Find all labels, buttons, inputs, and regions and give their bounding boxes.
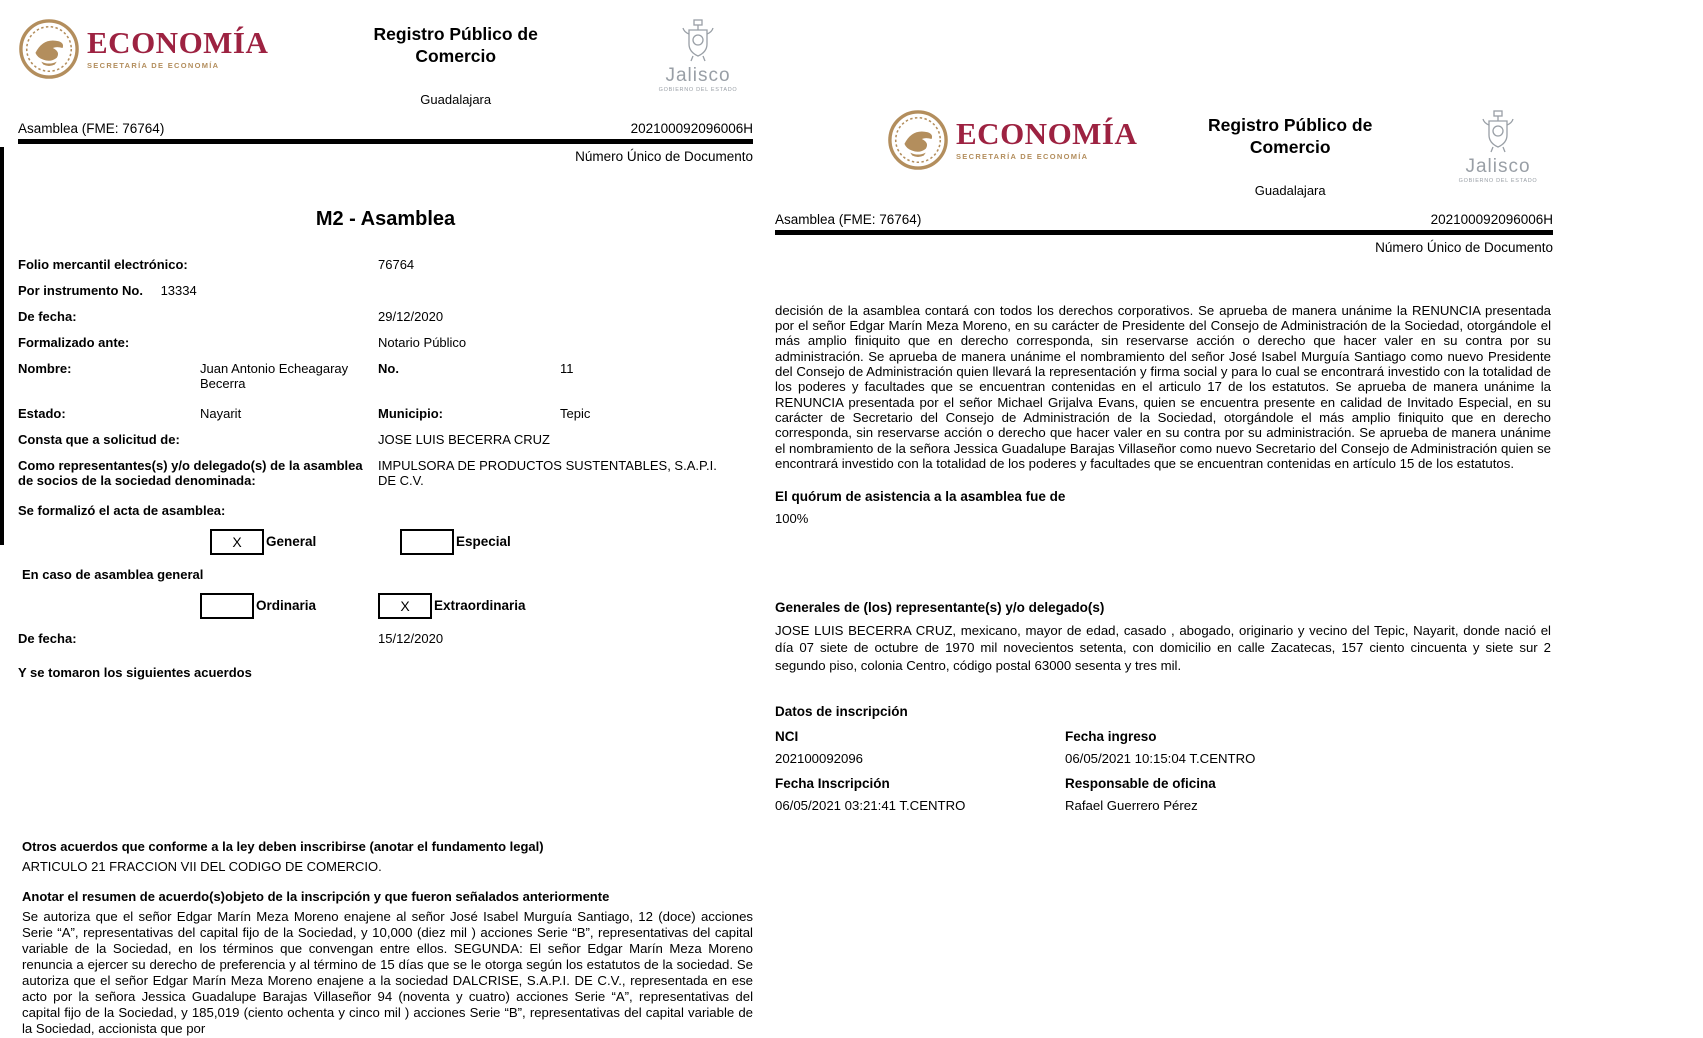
page-header [775, 95, 1553, 198]
quorum-value: 100% [775, 511, 809, 527]
section-heading: Anotar el resumen de acuerdo(s)objeto de la inscripción y que fueron señalados anteriormente [22, 888, 610, 904]
registry-title-line1: Registro Público de [1208, 115, 1373, 135]
office-city: Guadalajara [420, 91, 492, 107]
field-estado-municipio [18, 406, 753, 422]
checkbox-group-ordinaria [200, 593, 316, 619]
generales-paragraph: JOSE LUIS BECERRA CRUZ, mexicano, mayor de edad, casado , abogado, originario y vecino del Tepic, Nayarit, donde nació el día 07 siete de octubre de 1970 mil novecientos setenta, con domicilio en calle Zacatecas, 157 ciento cincuenta y siete sur 2 segundo piso, colonia Centro, código postal 63000 sesenta y tres mil. [775, 623, 1551, 673]
office-city: Guadalajara [1254, 182, 1326, 198]
quorum-heading: El quórum de asistencia a la asamblea fue de [775, 489, 1066, 505]
checkbox-especial-label: Especial [456, 534, 511, 550]
document-type: Asamblea (FME: 76764) [18, 120, 165, 136]
section-otros-acuerdos [22, 839, 753, 855]
document-type-row [775, 212, 1553, 235]
field-value-no: 11 [560, 360, 574, 376]
field-label: Se formalizó el acta de asamblea: [18, 502, 226, 518]
checkbox-group-especial [400, 529, 511, 555]
jalisco-coat-of-arms-icon [1443, 109, 1553, 155]
checkbox-group-extraordinaria [378, 593, 526, 619]
field-acuerdos-heading [18, 665, 753, 681]
field-label: Folio mercantil electrónico: [18, 256, 188, 272]
otros-acuerdos-value [22, 859, 753, 875]
economia-wordmark: ECONOMÍA [956, 115, 1138, 151]
jalisco-coat-of-arms-icon [643, 18, 753, 64]
responsable-cell [1065, 776, 1475, 813]
registry-title [1137, 115, 1443, 159]
legal-basis-text: ARTICULO 21 FRACCION VII DEL CODIGO DE COMERCIO. [22, 858, 382, 874]
checkbox-general-mark: X [232, 533, 242, 550]
field-value: Notario Público [378, 334, 467, 350]
checkbox-ordinaria-label: Ordinaria [256, 598, 317, 614]
document-unique-number: 202100092096006H [630, 120, 753, 136]
field-label: De fecha: [18, 630, 77, 646]
mexico-eagle-seal-icon [887, 109, 949, 171]
page-left [0, 0, 753, 1037]
field-value: 15/12/2020 [378, 630, 444, 646]
datos-inscripcion-heading: Datos de inscripción [775, 703, 908, 719]
mexico-eagle-seal-icon [18, 18, 80, 80]
document-type: Asamblea (FME: 76764) [775, 211, 922, 227]
field-fecha-asamblea [18, 631, 753, 647]
field-value: JOSE LUIS BECERRA CRUZ [378, 431, 550, 447]
field-label: En caso de asamblea general [22, 566, 204, 582]
nci-value: 202100092096 [775, 750, 864, 766]
checkbox-row-ordinaria-extraordinaria [18, 593, 753, 619]
field-folio-mercantil [18, 257, 753, 273]
page-header [18, 0, 753, 107]
registry-title [268, 24, 643, 68]
field-label-no: No. [378, 360, 399, 376]
field-value: Juan Antonio Echeagaray Becerra [200, 360, 349, 391]
document-type-row [18, 121, 753, 144]
fecha-ingreso-cell [1065, 729, 1475, 766]
registry-title-block [1137, 109, 1443, 198]
jalisco-logo [643, 18, 753, 93]
page-right [770, 95, 1553, 813]
checkbox-general [210, 529, 264, 555]
fecha-inscripcion-cell [775, 776, 1065, 813]
fecha-inscripcion-value: 06/05/2021 03:21:41 T.CENTRO [775, 797, 966, 813]
fecha-inscripcion-label: Fecha Inscripción [775, 775, 890, 791]
fecha-ingreso-label: Fecha ingreso [1065, 728, 1157, 744]
field-fecha-instrumento [18, 309, 753, 325]
field-nombre-notario [18, 361, 753, 396]
economia-wordmark: ECONOMÍA [87, 24, 269, 60]
document-unique-number: 202100092096006H [1430, 211, 1553, 227]
checkbox-general-label: General [266, 534, 317, 550]
responsable-value: Rafael Guerrero Pérez [1065, 797, 1198, 813]
document-unique-number-label: Número Único de Documento [1375, 239, 1553, 255]
responsable-label: Responsable de oficina [1065, 775, 1216, 791]
field-value-municipio: Tepic [560, 405, 591, 421]
document-unique-number-label: Número Único de Documento [575, 148, 753, 164]
checkbox-ordinaria [200, 593, 254, 619]
jalisco-wordmark: Jalisco [665, 65, 731, 86]
jalisco-tagline: GOBIERNO DEL ESTADO [658, 87, 738, 93]
field-label: Nombre: [18, 360, 72, 376]
field-label: Formalizado ante: [18, 334, 130, 350]
economia-wordmark-block [956, 115, 1138, 162]
acuerdos-continuation-paragraph: decisión de la asamblea contará con todos los derechos corporativos. Se aprueba de manera unánime la RENUNCIA presentada por el señor Edgar Marín Meza Moreno, en su carácter de Presidente del Consejo de Administración de la Sociedad, otorgándole el más amplio finiquito que en derecho corresponda, sin reservarse acción o derecho que hacer valer en su contra por su administración. Se aprueba de manera unánime el nombramiento del señor José Isabel Murguía Santiago como nuevo Presidente del Consejo de Administración quien llevará la representación y firma social y para lo cual se encontrará investido con la totalidad de los poderes y facultades que se encuentran contenidas en el articulo 17 de los estatutos. Se aprueba de manera unánime la RENUNCIA presentada por el señor Michael Grijalva Evans, quien se encuentra presente en calidad de Invitado Especial, en su carácter de Secretario del Consejo de Administración de la Sociedad, otorgándole el más amplio finiquito que en derecho corresponda, sin reservarse acción o derecho que hacer valer en su contra por su administración. Se aprueba de manera unánime el nombramiento de la señora Jessica Guadalupe Barajas Villaseñor como nuevo Secretario del Consejo de Administración quien se encontrará investido con la totalidad de los poderes y facultades que se encuentran contenidas en artículo 15 de los estatutos. [775, 302, 1551, 471]
resumen-paragraph: Se autoriza que el señor Edgar Marín Meza Moreno enajene al señor José Isabel Murguía Santiago, 12 (doce) acciones Serie “A”, representativas del capital fijo de la Sociedad, y 10,000 (diez mil ) acciones Serie “B”, representativas del capital variable de la Sociedad, en los términos que convengan entre ellos. SEGUNDA: El señor Edgar Marín Meza Moreno renuncia a ejercer su derecho de preferencia y al término de 15 días que se le otorga según los estatutos de la sociedad. Se autoriza que el señor Edgar Marín Meza Moreno enajene a la sociedad DALCRISE, S.A.P.I. DE C.V., representada en ese acto por la señora Jessica Guadalupe Barajas Villaseñor 94 (noventa y cuatro) acciones Serie “A”, representativas del capital fijo de la Sociedad, y 185,019 (ciento ochenta y cinco mil ) acciones Serie “B”, representativas del capital variable de la Sociedad, accionista que por [22, 908, 753, 1037]
checkbox-extraordinaria-label: Extraordinaria [434, 598, 526, 614]
field-value: 76764 [378, 256, 415, 272]
checkbox-especial [400, 529, 454, 555]
checkbox-row-general-especial [18, 529, 753, 555]
field-en-caso-asamblea [18, 567, 753, 583]
page-left-edge-rule [0, 147, 4, 545]
field-label: Por instrumento No. [18, 282, 143, 298]
field-representantes [18, 458, 753, 493]
economia-logo [18, 18, 268, 80]
inscription-data-grid [775, 729, 1475, 813]
blank-space [18, 691, 753, 839]
section-heading: Otros acuerdos que conforme a la ley deben inscribirse (anotar el fundamento legal) [22, 838, 544, 854]
field-label: De fecha: [18, 308, 77, 324]
field-label-municipio: Municipio: [378, 405, 443, 421]
field-value: 29/12/2020 [378, 308, 444, 324]
jalisco-wordmark: Jalisco [1465, 156, 1531, 177]
generales-heading: Generales de (los) representante(s) y/o delegado(s) [775, 600, 1105, 616]
economia-tagline: SECRETARÍA DE ECONOMÍA [956, 152, 1089, 162]
registry-title-line1: Registro Público de [373, 24, 538, 44]
jalisco-logo [1443, 109, 1553, 184]
field-value: IMPULSORA DE PRODUCTOS SUSTENTABLES, S.A.P.I. DE C.V. [378, 457, 717, 488]
field-label: Consta que a solicitud de: [18, 431, 180, 447]
registry-title-block [268, 18, 643, 107]
field-formalizado-ante [18, 335, 753, 351]
fecha-ingreso-value: 06/05/2021 10:15:04 T.CENTRO [1065, 750, 1256, 766]
checkbox-extraordinaria-mark: X [400, 597, 410, 614]
field-value: 13334 [160, 282, 197, 298]
field-label: Y se tomaron los siguientes acuerdos [18, 664, 252, 680]
field-label: Estado: [18, 405, 66, 421]
nci-label: NCI [775, 728, 799, 744]
checkbox-group-general [210, 529, 316, 555]
field-value: Nayarit [200, 405, 242, 421]
field-label: Como representantes(s) y/o delegado(s) de la asamblea de socios de la sociedad denominada: [18, 457, 363, 488]
nci-cell [775, 729, 1065, 766]
section-resumen [22, 889, 753, 905]
jalisco-tagline: GOBIERNO DEL ESTADO [1458, 178, 1538, 184]
field-solicitud [18, 432, 753, 448]
economia-logo [887, 109, 1137, 171]
field-acta-asamblea [18, 503, 753, 519]
field-instrumento [18, 283, 753, 299]
checkbox-extraordinaria [378, 593, 432, 619]
registry-title-line2: Comercio [1249, 136, 1331, 157]
economia-wordmark-block [87, 24, 269, 71]
registry-title-line2: Comercio [415, 45, 497, 66]
form-title: M2 - Asamblea [315, 207, 456, 230]
economia-tagline: SECRETARÍA DE ECONOMÍA [87, 61, 220, 71]
